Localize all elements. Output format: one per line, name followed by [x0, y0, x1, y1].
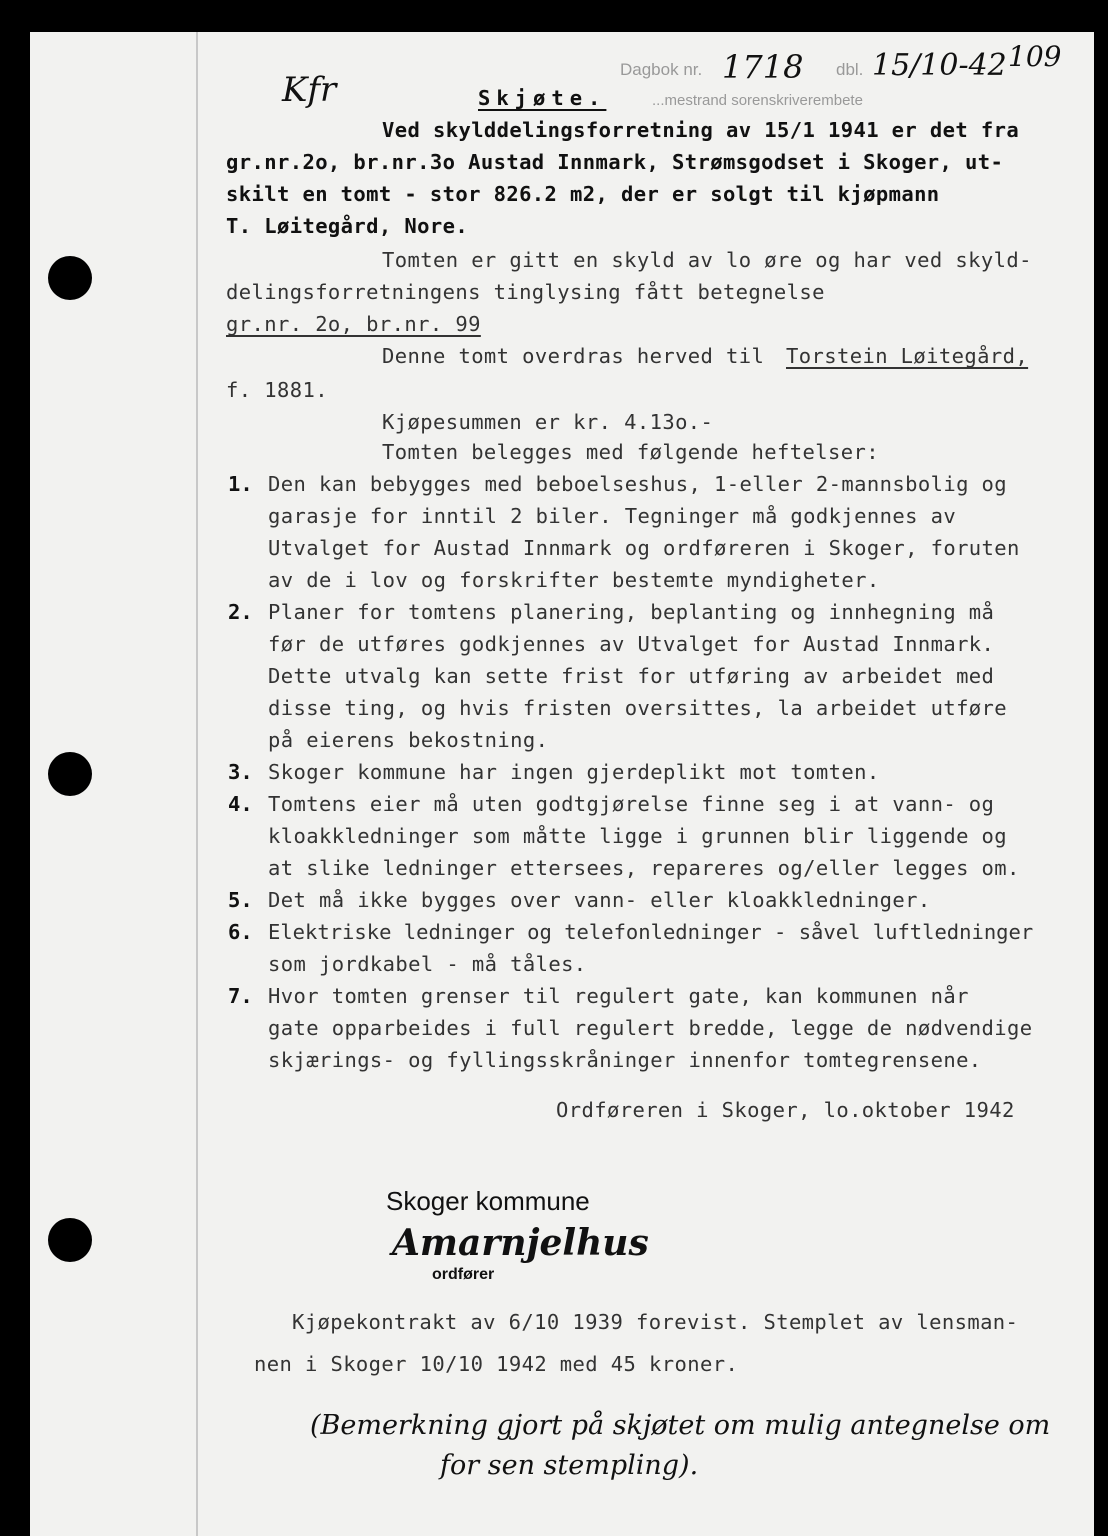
text-line: delingsforretningens tinglysing fått betegnelse — [226, 280, 825, 304]
text-line: Tomten er gitt en skyld av lo øre og har ved skyld- — [382, 248, 1032, 272]
handwritten-remark: (Bemerkning gjort på skjøtet om mulig antegnelse om — [310, 1410, 1051, 1441]
punch-hole — [48, 752, 92, 796]
item-line: Elektriske ledninger og telefonledninger - såvel luftledninger — [268, 920, 1034, 944]
text-line: T. Løitegård, Nore. — [226, 214, 469, 238]
item-line: disse ting, og hvis fristen oversittes, la arbeidet utføre — [268, 696, 1008, 720]
diary-date: 15/10-42 — [872, 48, 1007, 83]
item-line: Skoger kommune har ingen gjerdeplikt mot tomten. — [268, 760, 880, 784]
document-title: Skjøte. — [478, 86, 607, 110]
item-number: 3. — [228, 760, 253, 784]
signature: Amarnjelhus — [392, 1222, 649, 1264]
dagbok-label: Dagbok nr. — [620, 60, 703, 79]
text-line: f. 1881. — [226, 378, 328, 402]
item-number: 4. — [228, 792, 253, 816]
item-line: gate opparbeides i full regulert bredde, legge de nødvendige — [268, 1016, 1033, 1040]
note-line: nen i Skoger 10/10 1942 med 45 kroner. — [254, 1352, 739, 1376]
punch-hole — [48, 1218, 92, 1262]
text-line: skilt en tomt - stor 826.2 m2, der er solgt til kjøpmann — [226, 182, 940, 206]
text-line: Ved skylddelingsforretning av 15/1 1941 er det fra — [382, 118, 1020, 142]
item-line: av de i lov og forskrifter bestemte myndigheter. — [268, 568, 880, 592]
office-stamp: ...mestrand sorenskriverembete — [652, 92, 863, 109]
item-line: kloakkledninger som måtte ligge i grunnen blir liggende og — [268, 824, 1008, 848]
initials: Kfr — [282, 70, 337, 110]
item-line: Planer for tomtens planering, beplanting og innhegning må — [268, 600, 995, 624]
purchase-price: Kjøpesummen er kr. 4.13o.- — [382, 410, 714, 434]
item-number: 5. — [228, 888, 253, 912]
text-line: gr.nr.2o, br.nr.3o Austad Innmark, Strømsgodset i Skoger, ut- — [226, 150, 1004, 174]
closing-place-date: Ordføreren i Skoger, lo.oktober 1942 — [556, 1098, 1015, 1122]
item-line: garasje for inntil 2 biler. Tegninger må godkjennes av — [268, 504, 957, 528]
property-designation: gr.nr. 2o, br.nr. 99 — [226, 312, 481, 336]
item-line: skjærings- og fyllingsskråninger innenfor tomtegrensene. — [268, 1048, 982, 1072]
item-line: på eierens bekostning. — [268, 728, 549, 752]
municipality-stamp: Skoger kommune — [386, 1186, 590, 1216]
item-line: Hvor tomten grenser til regulert gate, kan kommunen når — [268, 984, 969, 1008]
item-number: 1. — [228, 472, 253, 496]
item-line: Utvalget for Austad Innmark og ordføreren i Skoger, foruten — [268, 536, 1020, 560]
signatory-title: ordfører — [432, 1266, 495, 1283]
item-line: som jordkabel - må tåles. — [268, 952, 587, 976]
folio-number: 109 — [1008, 40, 1062, 73]
handwritten-remark: for sen stempling). — [440, 1450, 699, 1481]
item-number: 6. — [228, 920, 253, 944]
dbl-label: dbl. — [836, 60, 864, 79]
item-number: 2. — [228, 600, 253, 624]
text-line: Tomten belegges med følgende heftelser: — [382, 440, 879, 464]
item-line: at slike ledninger ettersees, repareres og/eller legges om. — [268, 856, 1020, 880]
margin-line — [196, 32, 198, 1536]
note-line: Kjøpekontrakt av 6/10 1939 forevist. Stemplet av lensman- — [292, 1310, 1019, 1334]
item-line: Dette utvalg kan sette frist for utføring av arbeidet med — [268, 664, 995, 688]
item-line: Den kan bebygges med beboelseshus, 1-eller 2-mannsbolig og — [268, 472, 1008, 496]
item-number: 7. — [228, 984, 253, 1008]
text-line: Denne tomt overdras herved til — [382, 344, 765, 368]
item-line: Tomtens eier må uten godtgjørelse finne seg i at vann- og — [268, 792, 995, 816]
buyer-name: Torstein Løitegård, — [786, 344, 1029, 368]
punch-hole — [48, 256, 92, 300]
item-line: Det må ikke bygges over vann- eller kloakkledninger. — [268, 888, 931, 912]
dagbok-number: 1718 — [722, 48, 804, 86]
item-line: før de utføres godkjennes av Utvalget for Austad Innmark. — [268, 632, 995, 656]
